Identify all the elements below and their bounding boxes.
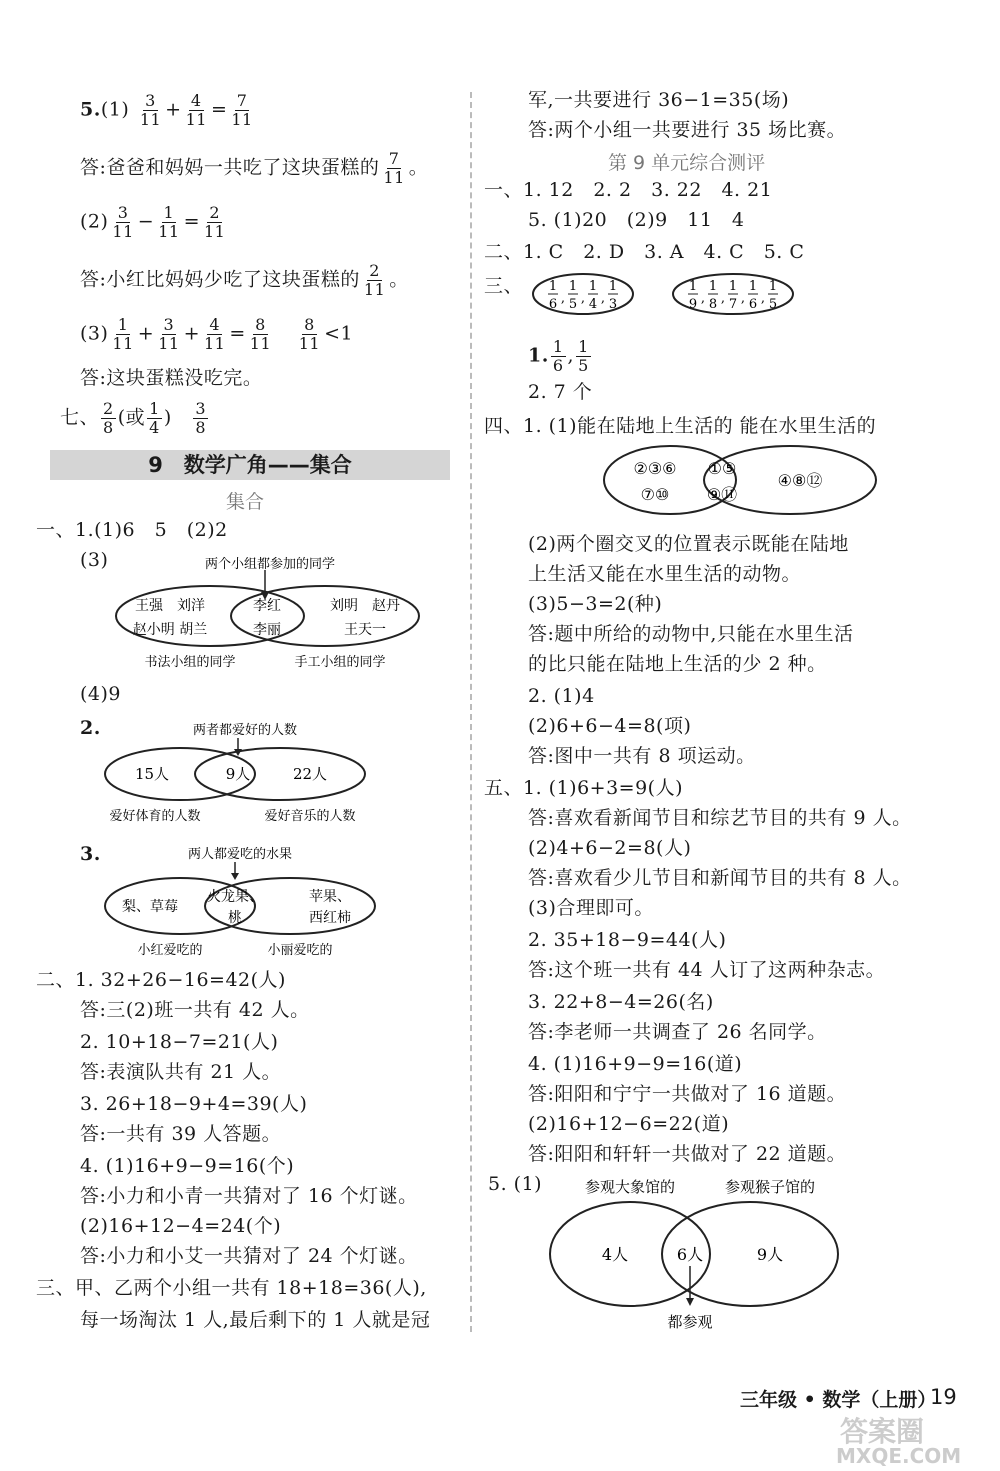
r-e12: (2)16+12−6=22(道) — [528, 1113, 730, 1135]
r-d9: 答:图中一共有 8 项运动。 — [528, 745, 756, 767]
l2-3: 3. 26+18−9+4=39(人) — [80, 1093, 308, 1115]
oval-fraction-numerator: 1 — [768, 279, 778, 294]
column-divider — [470, 92, 472, 1332]
venn2-right: 22人 — [292, 765, 328, 783]
venn1-bottom-left: 书法小组的同学 — [144, 655, 236, 670]
r-e1: 五、1. (1)6+3=9(人) — [484, 777, 684, 799]
r-f-label: 5. (1) — [488, 1173, 543, 1195]
section-banner: 9 数学广角——集合 — [50, 450, 450, 480]
r-d3: 上生活又能在水里生活的动物。 — [528, 563, 802, 585]
r-d2: (2)两个圈交叉的位置表示既能在陆地 — [528, 533, 849, 555]
oval-fraction-numerator: 1 — [708, 279, 718, 294]
venn2-bottom-right: 爱好音乐的人数 — [264, 809, 356, 824]
q5-part1-answer: 答:爸爸和妈妈一共吃了这块蛋糕的 $\frac{7}{11}$ 。 — [80, 149, 429, 187]
r-c-label: 三、 — [484, 275, 524, 297]
l3-2: 每一场淘汰 1 人,最后剩下的 1 人就是冠 — [80, 1309, 431, 1331]
q7-answer: 七、 $\frac{2}{8}$ (或 $\frac{1}{4}$ ) $\frac{3}{8}$ — [60, 399, 207, 437]
r-d4: (3)5−3=2(种) — [528, 593, 663, 615]
venn-diagram-fruits — [100, 844, 380, 960]
s1-answer: 一、1.(1)6 5 (2)2 — [36, 519, 228, 541]
venn3-bottom-left: 小红爱吃的 — [137, 943, 203, 958]
fraction: $\frac{4}{11}$ — [185, 91, 207, 129]
footer-title: 三年级 • 数学（上册） — [740, 1389, 937, 1411]
venn3-top-label: 两人都爱吃的水果 — [187, 847, 293, 862]
venn2-top-label: 两者都爱好的人数 — [192, 723, 298, 738]
venn2-left: 15人 — [134, 765, 170, 783]
venn1-right-1: 刘明 赵丹 — [330, 598, 400, 614]
subsection-title: 集合 — [226, 491, 265, 513]
oval-fraction-numerator: 1 — [548, 279, 558, 294]
r-e10: 4. (1)16+9−9=16(道) — [528, 1053, 743, 1075]
oval-fraction-numerator: 1 — [608, 279, 618, 294]
s1-4: (4)9 — [80, 683, 122, 705]
oval-fraction-numerator: 1 — [728, 279, 738, 294]
venn3-right-2: 西红柿 — [309, 910, 351, 926]
fraction-ovals — [528, 270, 818, 320]
r-subsection-title: 第 9 单元综合测评 — [608, 152, 766, 174]
venn5-top-right: 参观猴子馆的 — [724, 1178, 816, 1196]
watermark-logo: 答案圈 — [840, 1415, 925, 1448]
venn3-mid-1: 火龙果、 — [207, 889, 263, 905]
r-d8: (2)6+6−4=8(项) — [528, 715, 692, 737]
venn1-top-label: 两个小组都参加的同学 — [204, 557, 336, 572]
venn1-left-2: 赵小明 胡兰 — [132, 622, 208, 638]
watermark-text: MXQE.COM — [836, 1444, 962, 1468]
oval-fraction-denominator: 5 — [768, 297, 778, 312]
oval-fraction-numerator: 1 — [688, 279, 698, 294]
r-e5: (3)合理即可。 — [528, 897, 654, 919]
venn4-right: ④⑧⑫ — [777, 471, 823, 490]
oval-fraction-denominator: 4 — [588, 297, 598, 312]
r-c2: 2. 7 个 — [528, 381, 593, 403]
oval-fraction-comma: , — [700, 291, 706, 306]
q5-part3: (3) $\frac{1}{11}$ + $\frac{3}{11}$ + $\frac{4}{11}$ = $\frac{8}{11}$ $\frac{8}{11}$ <1 — [80, 315, 354, 353]
r-line2: 答:两个小组一共要进行 35 场比赛。 — [528, 119, 847, 141]
oval-fraction-denominator: 5 — [568, 297, 578, 312]
oval2-fractions — [688, 279, 778, 312]
q5-part2-answer: 答:小红比妈妈少吃了这块蛋糕的 $\frac{2}{11}$ 。 — [80, 261, 409, 299]
r-line1: 军,一共要进行 36−1=35(场) — [528, 89, 790, 111]
r-e3: (2)4+6−2=8(人) — [528, 837, 692, 859]
l2-4-answer: 答:小力和小青一共猜对了 16 个灯谜。 — [80, 1185, 418, 1207]
l2-4-part2: (2)16+12−4=24(个) — [80, 1215, 282, 1237]
venn-diagram-hobbies — [100, 718, 380, 828]
l2-1: 二、1. 32+26−16=42(人) — [36, 969, 286, 991]
s3-label: 3. — [80, 843, 101, 865]
r-d5: 答:题中所给的动物中,只能在水里生活 — [528, 623, 854, 645]
oval-fraction-comma: , — [580, 291, 586, 306]
oval-fraction-comma: , — [760, 291, 766, 306]
r-d7: 2. (1)4 — [528, 685, 595, 707]
q5-part1: 5.(1) $\frac{3}{11}$ + $\frac{4}{11}$ = $\frac{7}{11}$ — [80, 91, 253, 129]
fraction: $\frac{3}{11}$ — [139, 91, 162, 129]
venn1-mid-1: 李红 — [253, 598, 281, 614]
venn4-left-1: ②③⑥ — [633, 459, 677, 478]
venn3-left: 梨、草莓 — [122, 899, 178, 915]
venn5-top-left: 参观大象馆的 — [584, 1178, 676, 1196]
r-e8: 3. 22+8−4=26(名) — [528, 991, 714, 1013]
l2-2-answer: 答:表演队共有 21 人。 — [80, 1061, 282, 1083]
venn4-left-2: ⑦⑩ — [640, 485, 670, 504]
venn3-bottom-right: 小丽爱吃的 — [267, 943, 333, 958]
venn-diagram-groups — [110, 552, 430, 672]
r-e6: 2. 35+18−9=44(人) — [528, 929, 727, 951]
venn-diagram-zoo — [545, 1174, 845, 1334]
oval-fraction-comma: , — [740, 291, 746, 306]
r-b1: 二、1. C 2. D 3. A 4. C 5. C — [484, 241, 805, 263]
oval-fraction-denominator: 7 — [728, 297, 738, 312]
r-e9: 答:李老师一共调查了 26 名同学。 — [528, 1021, 827, 1043]
q5-part3-answer: 答:这块蛋糕没吃完。 — [80, 367, 263, 389]
q5-part2: (2) $\frac{3}{11}$ − $\frac{1}{11}$ = $\frac{2}{11}$ — [80, 203, 226, 241]
r-e7: 答:这个班一共有 44 人订了这两种杂志。 — [528, 959, 886, 981]
oval-fraction-denominator: 6 — [548, 297, 558, 312]
r-e11: 答:阳阳和宁宁一共做对了 16 道题。 — [528, 1083, 847, 1105]
l3-1: 三、甲、乙两个小组一共有 18+18=36(人), — [36, 1277, 427, 1299]
page-number: 19 — [930, 1385, 957, 1409]
r-d1: 四、1. (1)能在陆地上生活的 能在水里生活的 — [484, 415, 877, 437]
venn2-bottom-left: 爱好体育的人数 — [109, 809, 201, 824]
oval-fraction-numerator: 1 — [588, 279, 598, 294]
r-d6: 的比只能在陆地上生活的少 2 种。 — [528, 653, 827, 675]
venn4-mid-2: ⑨⑪ — [706, 485, 738, 504]
oval-fraction-comma: , — [720, 291, 726, 306]
oval-fraction-denominator: 9 — [688, 297, 698, 312]
venn5-mid: 6人 — [676, 1245, 704, 1264]
l2-2: 2. 10+18−7=21(人) — [80, 1031, 279, 1053]
oval1-fractions — [548, 279, 618, 312]
r-a2: 5. (1)20 (2)9 11 4 — [528, 209, 745, 231]
l2-4: 4. (1)16+9−9=16(个) — [80, 1155, 295, 1177]
venn5-bottom: 都参观 — [667, 1313, 713, 1331]
oval-fraction-numerator: 1 — [748, 279, 758, 294]
oval-fraction-denominator: 8 — [708, 297, 718, 312]
oval-fraction-comma: , — [600, 291, 606, 306]
r-c1: 1. $\frac{1}{6}$ , $\frac{1}{5}$ — [528, 337, 589, 375]
s1-3-label: (3) — [80, 549, 109, 571]
venn3-mid-2: 桃 — [228, 910, 242, 926]
venn5-left: 4人 — [601, 1245, 629, 1264]
oval-fraction-denominator: 6 — [748, 297, 758, 312]
venn2-mid: 9人 — [225, 765, 251, 783]
venn1-mid-2: 李丽 — [253, 622, 281, 638]
venn4-mid-1: ①⑤ — [707, 459, 737, 478]
r-e2: 答:喜欢看新闻节目和综艺节目的共有 9 人。 — [528, 807, 912, 829]
l2-4-part2-answer: 答:小力和小艾一共猜对了 24 个灯谜。 — [80, 1245, 418, 1267]
oval-fraction-comma: , — [560, 291, 566, 306]
oval-fraction-numerator: 1 — [568, 279, 578, 294]
r-e4: 答:喜欢看少儿节目和新闻节目的共有 8 人。 — [528, 867, 912, 889]
venn1-bottom-right: 手工小组的同学 — [294, 655, 386, 670]
fraction: $\frac{7}{11}$ — [231, 91, 253, 129]
r-e13: 答:阳阳和轩轩一共做对了 22 道题。 — [528, 1143, 847, 1165]
s2-label: 2. — [80, 717, 101, 739]
l2-1-answer: 答:三(2)班一共有 42 人。 — [80, 999, 310, 1021]
venn1-right-2: 王天一 — [344, 622, 386, 638]
oval-fraction-denominator: 3 — [608, 297, 618, 312]
r-a1: 一、1. 12 2. 2 3. 22 4. 21 — [484, 179, 773, 201]
venn5-right: 9人 — [756, 1245, 784, 1264]
venn-diagram-animals — [600, 440, 880, 520]
l2-3-answer: 答:一共有 39 人答题。 — [80, 1123, 282, 1145]
venn1-left-1: 王强 刘洋 — [135, 598, 205, 614]
venn3-right-1: 苹果、 — [309, 889, 351, 905]
